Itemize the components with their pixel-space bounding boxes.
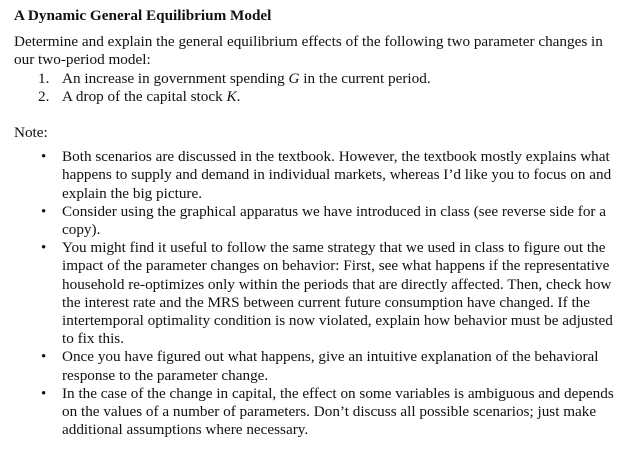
note-item [14, 348, 614, 384]
note-item [14, 203, 614, 239]
bullet-icon: • [41, 203, 47, 220]
document-page [14, 7, 614, 439]
note-text: You might find it useful to follow the same strategy that we used in class to figure out the impact of the parameter changes on behavior: First, see what happens if the representative household re-optimizes only within the periods that are directly affected. Then, check how the interest rate and the MRS between current future consumption have changed. If the intertemporal optimality condition is now violated, explain how behavior must be adjusted to fix this. [62, 239, 613, 348]
bullet-icon: • [41, 385, 47, 402]
note-item [14, 148, 614, 203]
note-label: Note: [14, 124, 48, 142]
bullet-icon: • [41, 349, 47, 366]
note-text: Both scenarios are discussed in the textbook. However, the textbook mostly explains what happens to supply and demand in individual markets, whereas I’d like you to focus on and explain the big picture. [62, 148, 612, 202]
task-number: 1. [38, 69, 50, 87]
document-title: A Dynamic General Equilibrium Model [14, 7, 272, 24]
task-text-before: A drop of the capital stock [62, 87, 227, 105]
task-number: 2. [38, 87, 50, 105]
task-text-after: . [236, 87, 241, 105]
note-item [14, 385, 614, 440]
task-variable: K [226, 87, 237, 105]
note-item [14, 239, 614, 348]
task-list [14, 70, 614, 106]
bullet-icon: • [41, 240, 47, 257]
note-list [14, 148, 614, 439]
note-text: Once you have figured out what happens, give an intuitive explanation of the behavioral response to the parameter change. [62, 348, 599, 384]
task-item [14, 88, 614, 106]
bullet-icon: • [41, 149, 47, 166]
task-text-after: in the current period. [299, 69, 431, 87]
note-text: Consider using the graphical apparatus we have introduced in class (see reverse side for a copy). [62, 202, 607, 239]
task-item [14, 70, 614, 88]
task-text-before: An increase in government spending [62, 69, 289, 87]
intro-paragraph: Determine and explain the general equilibrium effects of the following two parameter changes in our two-period model: [14, 33, 603, 69]
task-variable: G [288, 69, 300, 87]
note-text: In the case of the change in capital, the effect on some variables is ambiguous and depends on the values of a number of parameters. Don’t discuss all possible scenarios; just make additional assumptions where necessary. [62, 384, 614, 439]
